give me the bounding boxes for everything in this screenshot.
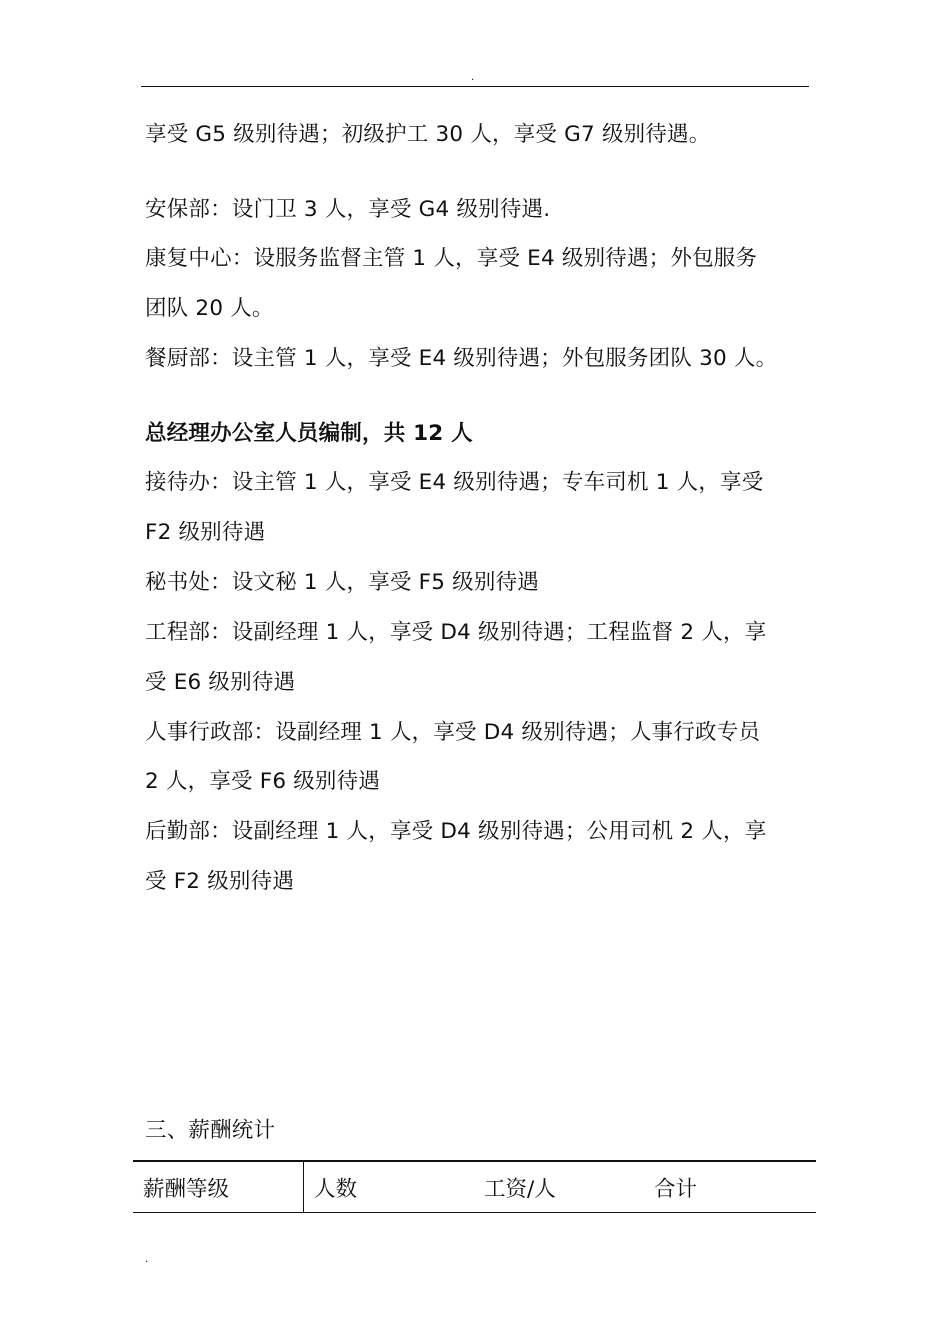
paragraph-line: F2 级别待遇 <box>145 520 266 545</box>
col-header-total: 合计 <box>654 1176 698 1202</box>
paragraph-line: 工程部：设副经理 1 人，享受 D4 级别待遇；工程监督 2 人，享 <box>145 620 767 645</box>
table-header-row <box>133 1161 816 1213</box>
paragraph-line: 享受 G5 级别待遇；初级护工 30 人，享受 G7 级别待遇。 <box>145 122 711 147</box>
paragraph-line: 接待办：设主管 1 人，享受 E4 级别待遇；专车司机 1 人，享受 <box>145 470 764 495</box>
header-rule <box>141 86 809 87</box>
footer-mark: . <box>145 1254 149 1265</box>
paragraph-line: 受 E6 级别待遇 <box>145 670 296 695</box>
paragraph-line: 后勤部：设副经理 1 人，享受 D4 级别待遇；公用司机 2 人，享 <box>145 819 767 844</box>
salary-table <box>133 1160 816 1213</box>
paragraph-line: 康复中心：设服务监督主管 1 人，享受 E4 级别待遇；外包服务 <box>145 246 758 271</box>
header-mark: . <box>471 72 475 83</box>
paragraph-line: 餐厨部：设主管 1 人，享受 E4 级别待遇；外包服务团队 30 人。 <box>145 346 778 371</box>
paragraph-line: 受 F2 级别待遇 <box>145 869 295 894</box>
paragraph-line: 安保部：设门卫 3 人，享受 G4 级别待遇. <box>145 197 551 222</box>
paragraph-line: 秘书处：设文秘 1 人，享受 F5 级别待遇 <box>145 570 539 595</box>
paragraph-line: 人事行政部：设副经理 1 人，享受 D4 级别待遇；人事行政专员 <box>145 720 761 745</box>
col-header-count: 人数 <box>314 1176 358 1202</box>
col-header-wage: 工资/人 <box>484 1176 556 1202</box>
section-heading: 总经理办公室人员编制，共 12 人 <box>145 421 473 446</box>
section-title: 三、薪酬统计 <box>145 1118 276 1143</box>
paragraph-line: 2 人，享受 F6 级别待遇 <box>145 769 381 794</box>
col-header-grade: 薪酬等级 <box>133 1161 304 1213</box>
paragraph-line: 团队 20 人。 <box>145 296 274 321</box>
